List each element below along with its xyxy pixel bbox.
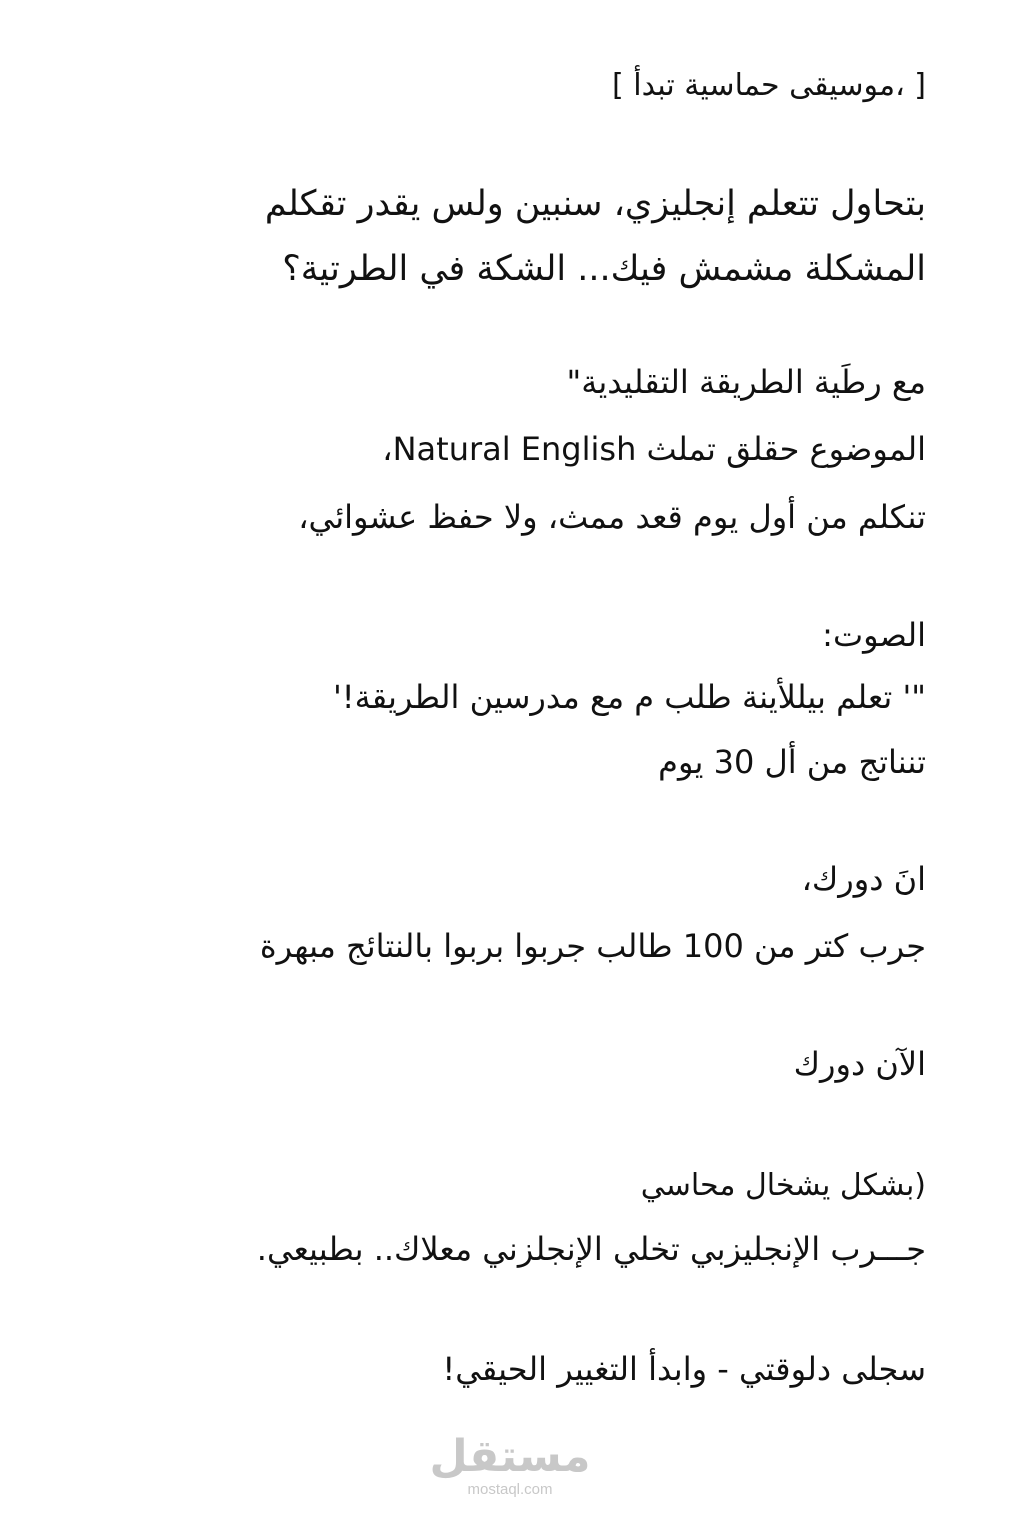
mostaql-watermark	[400, 1431, 620, 1498]
watermark-logo: مستقل	[429, 1431, 591, 1482]
stage-direction-enthusiastic: (بشكل يشخال محاسي	[640, 1168, 926, 1203]
script-line-natural-english: ،Natural English الموضوع حقلق تملث	[382, 430, 926, 468]
voice-results-line: تنناتج من أل 30 يوم	[658, 743, 926, 781]
script-line-question: بتحاول تتعلم إنجليزي، سنبين ولس يقدر تقكلم	[264, 184, 926, 224]
students-tried-line: جرب كتر من 100 طالب جربوا بربوا بالنتائج مبهرة	[259, 927, 926, 965]
voice-label: الصوت:	[822, 616, 926, 654]
your-turn-line: انَ دورك،	[801, 860, 926, 898]
stage-direction-intro: [ ،موسيقى حماسية تبدأ ]	[612, 68, 926, 103]
call-to-action-line: سجلى دلوقتي - وابدأ التغيير الحيقي!	[442, 1350, 926, 1388]
script-line-speak-day-one: تنكلم من أول يوم قعد ممث، ولا حفظ عشوائي،	[298, 498, 926, 536]
voice-quote-line: "' تعلم بيللأينة طلب م مع مدرسين الطريقة!'	[332, 678, 926, 716]
now-your-turn-line: الآن دورك	[793, 1045, 926, 1083]
try-english-line: جـــرب الإنجليزبي تخلي الإنجلزني معلاك.. بطبيعي.	[256, 1230, 926, 1268]
watermark-url: mostaql.com	[467, 1481, 553, 1498]
script-line-traditional: مع رطَية الطريقة التقليدية"	[566, 363, 926, 401]
script-line-problem: المشكلة مشمش فيك... الشكة في الطرتية؟	[282, 249, 926, 289]
